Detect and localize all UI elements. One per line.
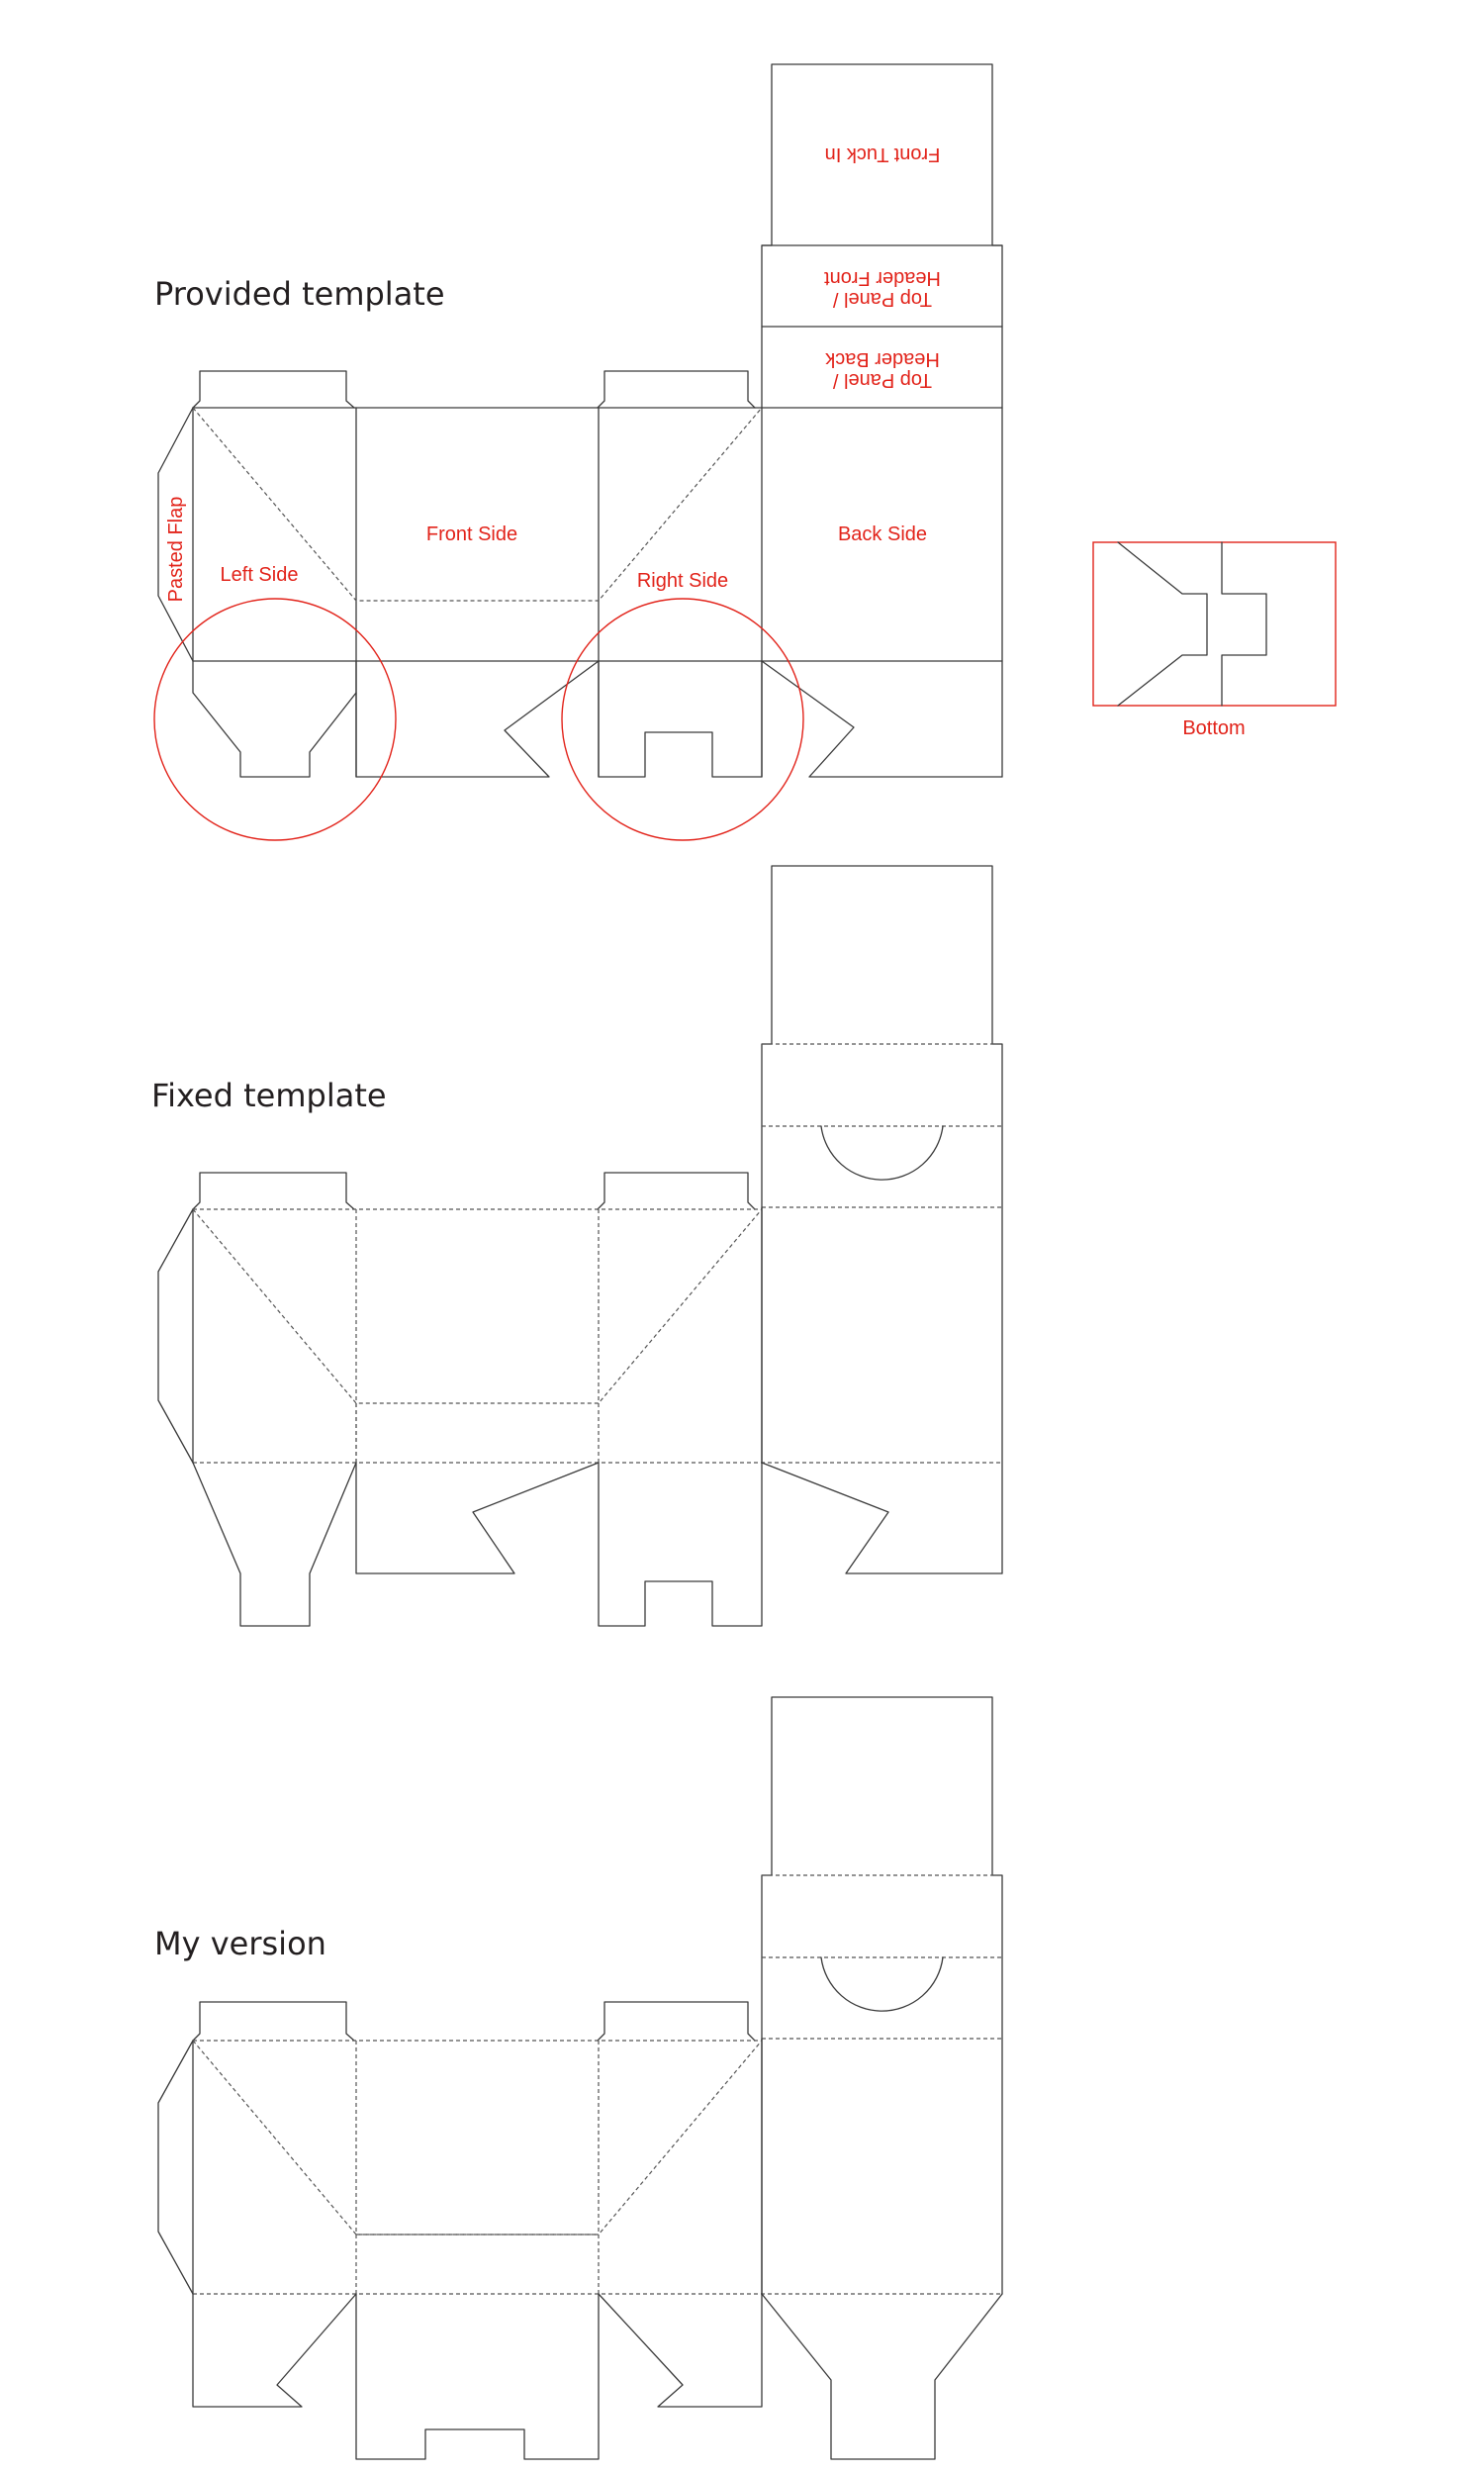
fixed-thumb-notch xyxy=(821,1126,943,1180)
mine-pasted-flap xyxy=(158,2041,193,2294)
provided-template-section xyxy=(154,64,1336,840)
fixed-template-section xyxy=(151,866,1002,1626)
right-bottom-flap xyxy=(599,661,762,777)
provided-template-dieline xyxy=(154,64,1002,840)
label-pasted-flap: Pasted Flap xyxy=(165,496,187,603)
label-top-panel-back-1: Top Panel / xyxy=(832,369,933,391)
mine-back-bottom-flap xyxy=(762,2294,1002,2459)
mine-right-top-dust-flap xyxy=(598,2002,755,2041)
section-heading-my-version: My version xyxy=(154,1925,326,1962)
mine-right-bottom-flap xyxy=(599,2294,762,2407)
label-right-side: Right Side xyxy=(636,570,729,592)
right-top-dust-flap xyxy=(598,371,755,408)
fixed-back-column xyxy=(762,866,1002,1573)
bottom-detail-frame xyxy=(1093,542,1336,706)
left-bottom-flap xyxy=(193,661,356,777)
fixed-left-bottom-flap xyxy=(193,1463,356,1626)
mine-front-bottom-flap xyxy=(356,2294,599,2459)
fixed-back-bottom-flap xyxy=(762,1463,1002,1573)
back-bottom-flap xyxy=(762,661,1002,777)
mine-left-bottom-flap xyxy=(193,2294,356,2407)
mine-left-top-dust-flap xyxy=(193,2002,354,2041)
label-top-panel-front-1: Top Panel / xyxy=(832,288,933,310)
mine-glue-diagonal xyxy=(193,2041,762,2235)
my-version-section xyxy=(154,1697,1002,2459)
fixed-right-bottom-flap xyxy=(599,1463,762,1626)
fixed-pasted-flap xyxy=(158,1209,193,1463)
fixed-glue-diagonal xyxy=(193,1209,762,1403)
label-top-panel-front-2: Header Front xyxy=(824,267,941,289)
fixed-front-bottom-flap xyxy=(356,1463,599,1573)
bottom-detail-left-flap xyxy=(1118,542,1207,706)
fixed-template-dieline xyxy=(158,866,1002,1626)
label-bottom: Bottom xyxy=(1182,717,1246,739)
section-heading-fixed: Fixed template xyxy=(151,1077,387,1114)
label-left-side: Left Side xyxy=(220,564,299,586)
problem-circle-left xyxy=(154,599,396,840)
mine-thumb-notch xyxy=(821,1957,943,2011)
bottom-detail-right-flap xyxy=(1222,542,1266,706)
bottom-detail xyxy=(1093,542,1336,739)
fixed-right-top-dust-flap xyxy=(598,1173,755,1209)
back-side-column xyxy=(762,64,1002,777)
fixed-left-top-dust-flap xyxy=(193,1173,354,1209)
label-top-panel-back-2: Header Back xyxy=(825,348,940,370)
my-version-dieline xyxy=(158,1697,1002,2459)
left-top-dust-flap xyxy=(193,371,354,408)
section-heading-provided: Provided template xyxy=(154,275,445,313)
mine-back-column xyxy=(762,1697,1002,2294)
label-back-side: Back Side xyxy=(837,523,928,545)
label-front-side: Front Side xyxy=(425,523,518,545)
label-front-tuck-in: Front Tuck In xyxy=(824,143,941,165)
